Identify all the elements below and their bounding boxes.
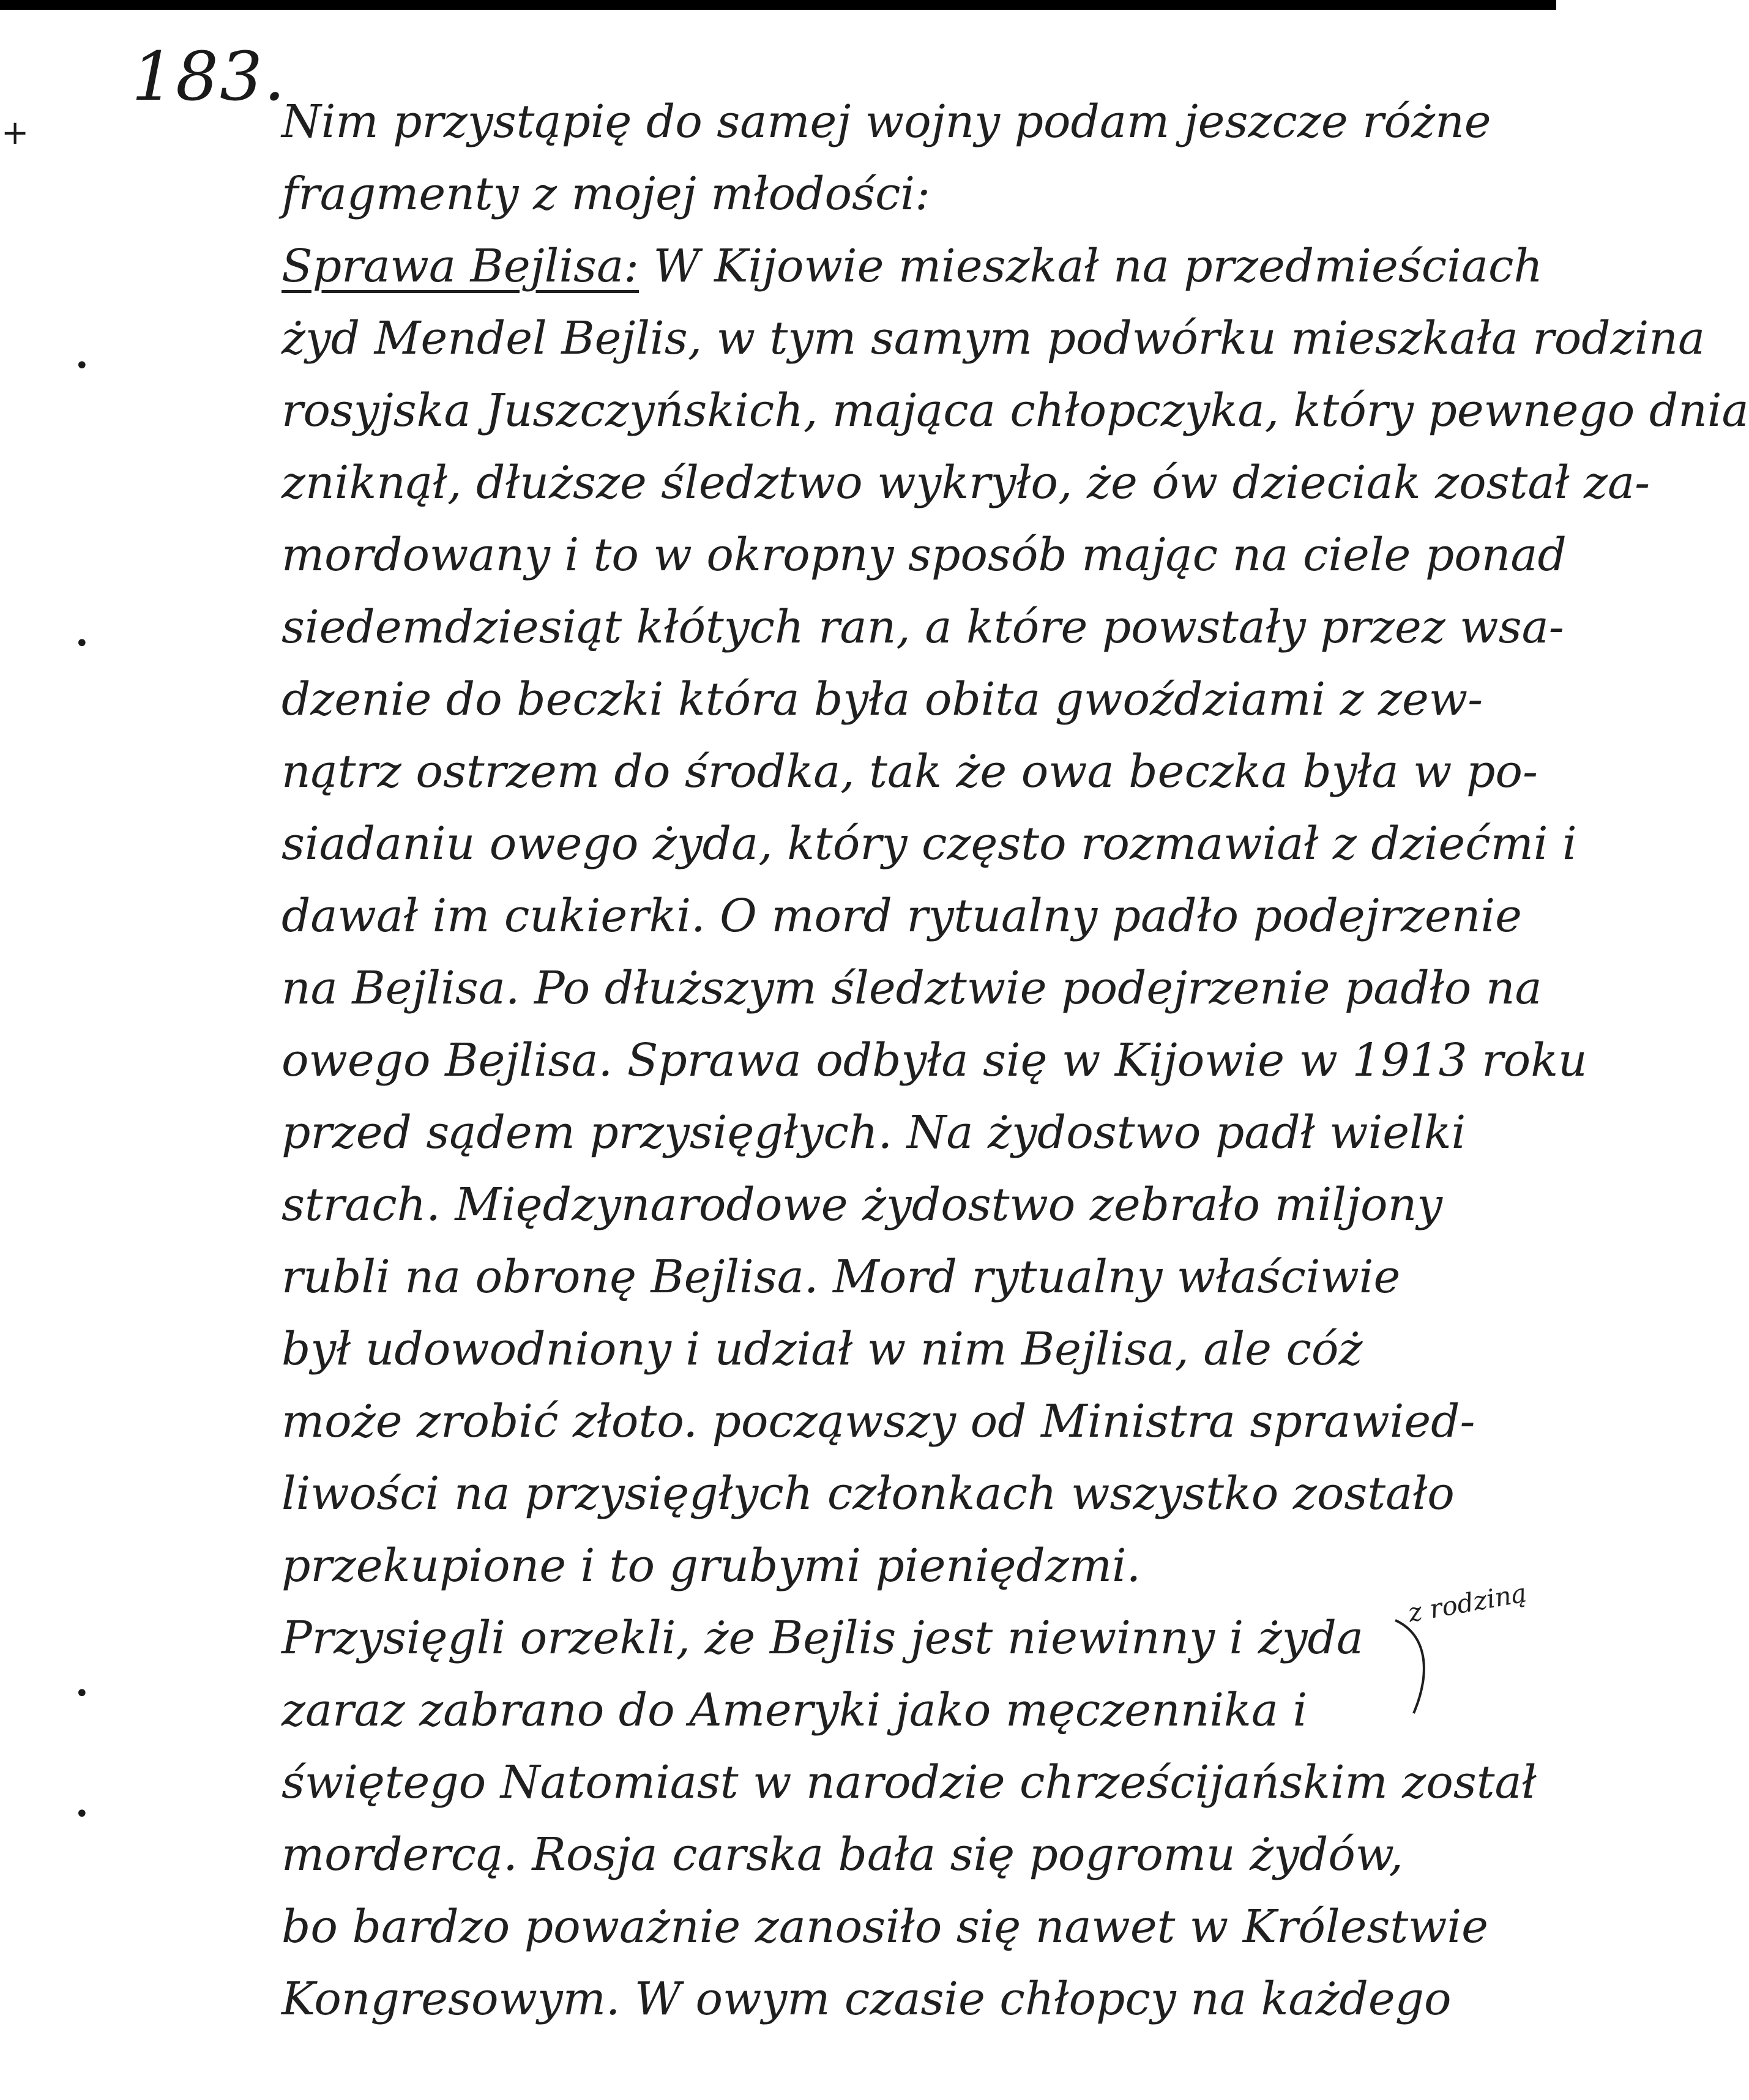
margin-mark: •	[75, 1800, 89, 1828]
margin-mark: +	[1, 113, 29, 152]
insertion-caret-stroke	[1389, 1615, 1444, 1719]
text-line: Przysięgli orzekli, że Bejlis jest niewinny i żyda	[282, 1612, 1364, 1664]
text-line: dzenie do beczki która była obita gwoździami z zew-	[282, 673, 1483, 726]
text-line: liwości na przysięgłych członkach wszystko zostało	[282, 1467, 1455, 1520]
text-line: strach. Międzynarodowe żydostwo zebrało miljony	[282, 1178, 1443, 1231]
text-line: przekupione i to grubymi pieniędzmi.	[282, 1540, 1141, 1592]
text-line: Kongresowym. W owym czasie chłopcy na każdego	[282, 1973, 1452, 2025]
text-line: mordowany i to w okropny sposób mając na ciele ponad	[282, 529, 1567, 581]
text-line: fragmenty z mojej młodości:	[282, 168, 931, 220]
text-line: owego Bejlisa. Sprawa odbyła się w Kijowie w 1913 roku	[282, 1034, 1587, 1087]
section-heading: Sprawa Bejlisa:	[282, 240, 640, 292]
text-line: przed sądem przysięgłych. Na żydostwo padł wielki	[282, 1106, 1466, 1159]
text-line: zniknął, dłuższe śledztwo wykryło, że ów dzieciak został za-	[282, 456, 1650, 509]
text-line: zaraz zabrano do Ameryki jako męczennika i	[282, 1684, 1308, 1737]
text-line: mordercą. Rosja carska bała się pogromu żydów,	[282, 1828, 1403, 1881]
margin-mark: •	[75, 630, 89, 658]
text-line: bo bardzo poważnie zanosiło się nawet w Królestwie	[282, 1901, 1488, 1953]
page-number: 183.	[132, 37, 286, 116]
text-line: może zrobić złoto. począwszy od Ministra sprawied-	[282, 1395, 1475, 1448]
margin-mark: •	[75, 352, 89, 380]
text-line: siedemdziesiąt kłótych ran, a które powstały przez wsa-	[282, 601, 1564, 653]
text-line: był udowodniony i udział w nim Bejlisa, ale cóż	[282, 1323, 1363, 1376]
text-line: Nim przystąpię do samej wojny podam jeszcze różne	[282, 95, 1491, 148]
text-line: rubli na obronę Bejlisa. Mord rytualny właściwie	[282, 1251, 1401, 1303]
text-line: dawał im cukierki. O mord rytualny padło podejrzenie	[282, 890, 1522, 942]
text-line: na Bejlisa. Po dłuższym śledztwie podejrzenie padło na	[282, 962, 1542, 1015]
text-line: siadaniu owego żyda, który często rozmawiał z dziećmi i	[282, 817, 1577, 870]
scan-top-border	[0, 0, 1556, 10]
handwritten-text-body	[282, 86, 1749, 2035]
margin-mark: •	[75, 1680, 89, 1708]
text-line: świętego Natomiast w narodzie chrześcijańskim został	[282, 1756, 1537, 1809]
interlinear-insertion: z rodziną	[1406, 1577, 1529, 1628]
text-line: żyd Mendel Bejlis, w tym samym podwórku mieszkała rodzina	[282, 312, 1706, 365]
text-line: rosyjska Juszczyńskich, mająca chłopczyka, który pewnego dnia	[282, 384, 1749, 437]
text-line: Sprawa Bejlisa: W Kijowie mieszkał na przedmieściach	[282, 240, 1543, 292]
text-line: nątrz ostrzem do środka, tak że owa beczka była w po-	[282, 745, 1538, 798]
